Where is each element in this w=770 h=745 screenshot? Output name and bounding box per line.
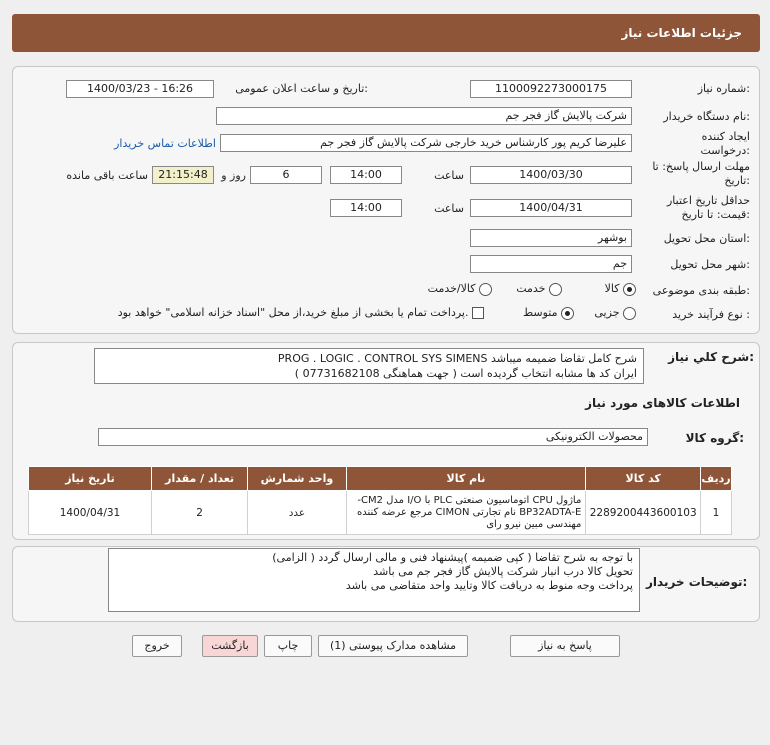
cell-date: 1400/04/31: [29, 491, 152, 535]
price-date-field: 1400/04/31: [470, 199, 632, 217]
buyer-contact-link[interactable]: اطلاعات تماس خریدار: [114, 137, 216, 150]
announce-label: تاریخ و ساعت اعلان عمومی:: [235, 82, 368, 95]
province-field: بوشهر: [470, 229, 632, 247]
announce-field: 1400/03/23 - 16:26: [66, 80, 214, 98]
col-qty: تعداد / مقدار: [151, 467, 247, 491]
category-option-goods[interactable]: [570, 282, 636, 296]
category-option-service-label: خدمت: [516, 282, 546, 295]
back-button[interactable]: بازگشت: [202, 635, 258, 657]
reply-time-field: 14:00: [330, 166, 402, 184]
description-line-1: PROG . LOGIC . CONTROL SYS SIMENS شرح کامل تقاضا ضمیمه میباشد: [277, 352, 637, 365]
col-date: تاریخ نیاز: [29, 467, 152, 491]
col-code: کد کالا: [586, 467, 701, 491]
treasury-payment-option[interactable]: [40, 306, 484, 319]
exit-button[interactable]: خروج: [132, 635, 182, 657]
category-option-goods-label: کالا: [604, 282, 620, 295]
goods-group-label: گروه کالا:: [685, 431, 744, 445]
radio-icon[interactable]: [479, 283, 492, 296]
need-number-field: 1100092273000175: [470, 80, 632, 98]
price-validity-label: حداقل تاریخ اعتبار قیمت: تا تاریخ:: [666, 194, 750, 221]
buyer-notes-line-3: پرداخت وجه منوط به دریافت کالا وتایید واحد متقاضی می باشد: [345, 579, 633, 592]
reply-deadline-label: مهلت ارسال پاسخ: تا تاریخ:: [652, 160, 750, 187]
cell-name-line-3: مهندسی مبین نیرو رای: [486, 518, 582, 530]
reply-to-need-button[interactable]: پاسخ به نیاز: [510, 635, 620, 657]
cell-row: 1: [701, 491, 732, 535]
col-row: ردیف: [701, 467, 732, 491]
buyer-notes-label: توضیحات خریدار:: [646, 575, 748, 589]
buyer-notes-line-2: تحویل کالا درب انبار شرکت پالایش گاز فجر جم می باشد: [373, 565, 633, 578]
days-label: روز و: [221, 169, 246, 182]
cell-name-line-1: ماژول CPU اتوماسیون صنعتی PLC با I/O مدل CM2-: [357, 494, 582, 506]
goods-table: [28, 466, 732, 535]
province-label: استان محل تحویل:: [663, 232, 750, 245]
radio-selected-icon[interactable]: [561, 307, 574, 320]
col-name: نام کالا: [346, 467, 586, 491]
description-line-2: ایران کد ها مشابه انتخاب گردیده است ( جهت هماهنگی 07731682108 ): [294, 367, 637, 380]
page-header: [12, 14, 760, 52]
table-header-row: [29, 467, 732, 491]
cell-unit: عدد: [248, 491, 346, 535]
view-attachments-button[interactable]: مشاهده مدارک پیوستی (1): [318, 635, 468, 657]
radio-selected-icon[interactable]: [623, 283, 636, 296]
cell-code: 2289200443600103: [586, 491, 701, 535]
reply-time-label: ساعت: [434, 169, 464, 182]
cell-name: [346, 491, 586, 535]
category-option-goods-service-label: کالا/خدمت: [427, 282, 476, 295]
category-label: طبقه بندی موضوعی:: [652, 284, 750, 297]
creator-label: ایجاد کننده درخواست:: [700, 130, 750, 157]
remaining-time-label: ساعت باقی مانده: [66, 169, 148, 182]
description-label: شرح کلي نياز:: [668, 350, 754, 364]
buyer-org-field: شرکت پالایش گاز فجر جم: [216, 107, 632, 125]
process-label: نوع فرآیند خرید :: [672, 308, 750, 321]
table-row: [29, 491, 732, 535]
process-option-medium[interactable]: [496, 306, 574, 320]
buyer-notes-box: [108, 548, 640, 612]
city-label: شهر محل تحویل:: [670, 258, 750, 271]
category-option-goods-service[interactable]: [400, 282, 492, 296]
cell-name-line-2: BP32ADTA-E نام تجارتی CIMON مرجع عرضه کننده: [357, 506, 582, 518]
page-title: جزئیات اطلاعات نیاز: [621, 26, 742, 40]
days-field: 6: [250, 166, 322, 184]
goods-section-title: اطلاعات کالاهای مورد نیاز: [585, 396, 740, 410]
need-number-label: شماره نیاز:: [697, 82, 750, 95]
process-option-medium-label: متوسط: [522, 306, 558, 319]
process-option-minor-label: جزیی: [594, 306, 620, 319]
col-unit: واحد شمارش: [248, 467, 346, 491]
cell-qty: 2: [151, 491, 247, 535]
price-time-label: ساعت: [434, 202, 464, 215]
reply-date-field: 1400/03/30: [470, 166, 632, 184]
creator-field: علیرضا کریم پور کارشناس خرید خارجی شرکت پالایش گاز فجر جم: [220, 134, 632, 152]
remaining-time-field: 21:15:48: [152, 166, 214, 184]
city-field: جم: [470, 255, 632, 273]
buyer-notes-line-1: با توجه به شرح تقاضا ( کپی ضمیمه )پیشنهاد فنی و مالی ارسال گردد ( الزامی): [272, 551, 633, 564]
goods-group-field: محصولات الکترونیکی: [98, 428, 648, 446]
radio-icon[interactable]: [623, 307, 636, 320]
process-option-minor[interactable]: [574, 306, 636, 320]
buyer-org-label: نام دستگاه خریدار:: [663, 110, 750, 123]
checkbox-icon[interactable]: [472, 307, 484, 319]
treasury-payment-label: پرداخت تمام یا بخشی از مبلغ خرید،از محل "اسناد خزانه اسلامی" خواهد بود.: [117, 306, 469, 319]
description-box: [94, 348, 644, 384]
print-button[interactable]: چاپ: [264, 635, 312, 657]
radio-icon[interactable]: [549, 283, 562, 296]
category-option-service[interactable]: [496, 282, 562, 296]
price-time-field: 14:00: [330, 199, 402, 217]
